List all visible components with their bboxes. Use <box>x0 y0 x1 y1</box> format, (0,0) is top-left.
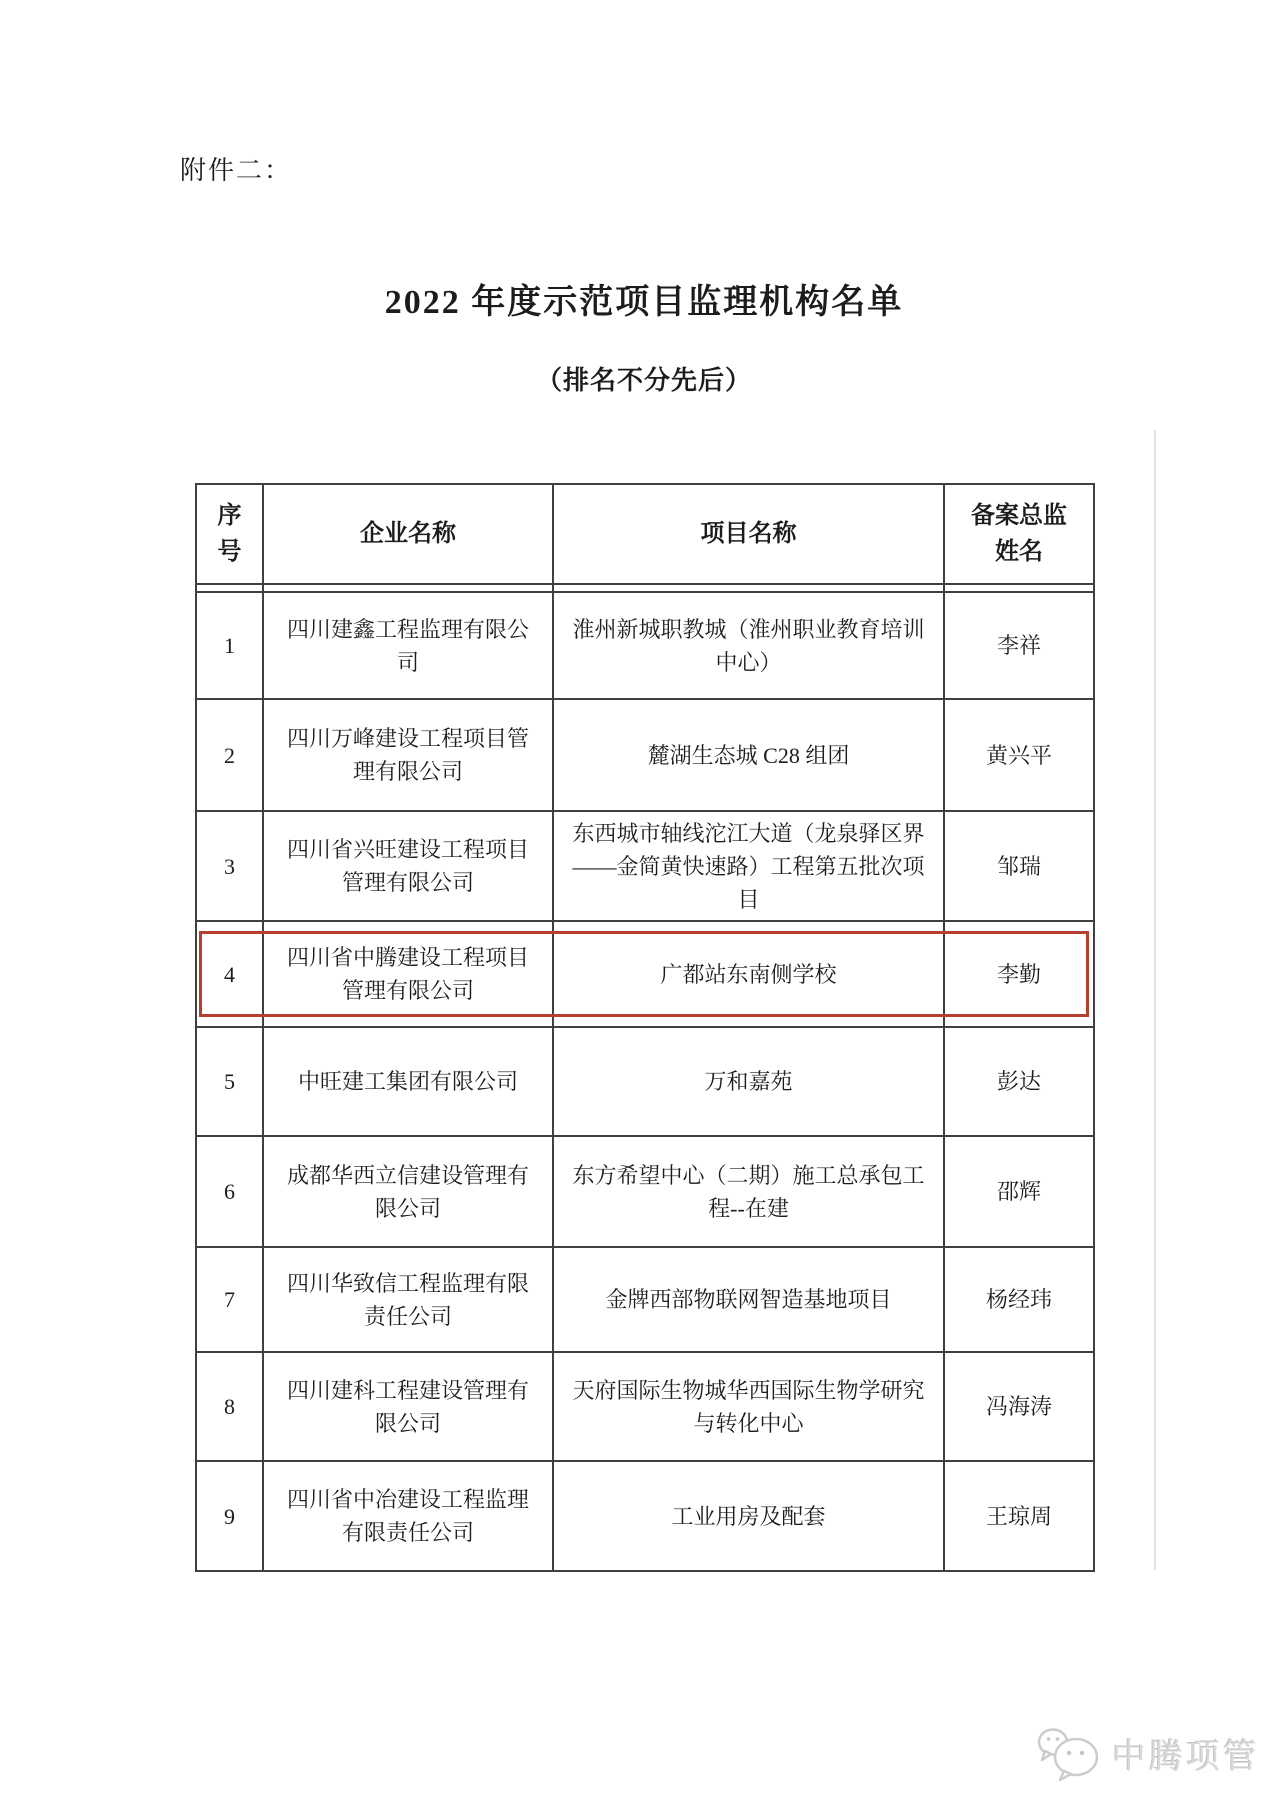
watermark-text: 中腾项管 <box>1112 1737 1260 1776</box>
table-row <box>196 699 1094 811</box>
cell-supervisor: 李勤 <box>944 921 1094 1027</box>
cell-no: 7 <box>196 1247 263 1352</box>
cell-project: 金牌西部物联网智造基地项目 <box>553 1247 944 1352</box>
header-no: 序 号 <box>196 484 263 584</box>
cell-supervisor: 邵辉 <box>944 1136 1094 1247</box>
cell-no: 4 <box>196 921 263 1027</box>
cell-company: 中旺建工集团有限公司 <box>263 1027 553 1136</box>
cell-company: 四川省中腾建设工程项目管理有限公司 <box>263 921 553 1027</box>
cell-no: 6 <box>196 1136 263 1247</box>
table-row <box>196 1136 1094 1247</box>
table-row <box>196 811 1094 921</box>
cell-no: 3 <box>196 811 263 921</box>
header-row <box>196 484 1094 584</box>
scan-artifact-line <box>1154 430 1156 1570</box>
cell-project: 淮州新城职教城（淮州职业教育培训中心） <box>553 592 944 699</box>
table-row <box>196 1247 1094 1352</box>
page-title: 2022 年度示范项目监理机构名单 <box>384 284 904 321</box>
cell-company: 四川建科工程建设管理有限公司 <box>263 1352 553 1461</box>
cell-project: 东方希望中心（二期）施工总承包工程--在建 <box>553 1136 944 1247</box>
supervision-roster-table <box>195 483 1095 1572</box>
cell-no: 1 <box>196 592 263 699</box>
cell-project: 工业用房及配套 <box>553 1461 944 1571</box>
header-separator <box>196 584 1094 592</box>
cell-project: 天府国际生物城华西国际生物学研究与转化中心 <box>553 1352 944 1461</box>
attachment-label: 附件二： <box>180 156 293 185</box>
table-body <box>196 592 1094 1571</box>
cell-project: 东西城市轴线沱江大道（龙泉驿区界——金简黄快速路）工程第五批次项目 <box>553 811 944 921</box>
separator-cell <box>263 584 553 592</box>
separator-cell <box>553 584 944 592</box>
header-project: 项目名称 <box>553 484 944 584</box>
table-row <box>196 1027 1094 1136</box>
separator-cell <box>196 584 263 592</box>
cell-project: 麓湖生态城 C28 组团 <box>553 699 944 811</box>
cell-supervisor: 冯海涛 <box>944 1352 1094 1461</box>
cell-supervisor: 杨经玮 <box>944 1247 1094 1352</box>
cell-no: 5 <box>196 1027 263 1136</box>
wechat-icon <box>1036 1722 1102 1784</box>
cell-company: 四川万峰建设工程项目管理有限公司 <box>263 699 553 811</box>
cell-no: 8 <box>196 1352 263 1461</box>
watermark <box>1036 1722 1260 1784</box>
cell-company: 四川华致信工程监理有限责任公司 <box>263 1247 553 1352</box>
table-row <box>196 1352 1094 1461</box>
cell-company: 四川省兴旺建设工程项目管理有限公司 <box>263 811 553 921</box>
header-company: 企业名称 <box>263 484 553 584</box>
table-row <box>196 1461 1094 1571</box>
cell-supervisor: 邹瑞 <box>944 811 1094 921</box>
cell-project: 万和嘉苑 <box>553 1027 944 1136</box>
separator-cell <box>944 584 1094 592</box>
page-subtitle: （排名不分先后） <box>535 366 752 395</box>
cell-company: 四川省中冶建设工程监理有限责任公司 <box>263 1461 553 1571</box>
cell-no: 9 <box>196 1461 263 1571</box>
cell-project: 广都站东南侧学校 <box>553 921 944 1027</box>
header-supervisor: 备案总监 姓名 <box>944 484 1094 584</box>
cell-company: 四川建鑫工程监理有限公司 <box>263 592 553 699</box>
cell-supervisor: 李祥 <box>944 592 1094 699</box>
cell-company: 成都华西立信建设管理有限公司 <box>263 1136 553 1247</box>
table-row <box>196 592 1094 699</box>
cell-supervisor: 黄兴平 <box>944 699 1094 811</box>
table-row <box>196 921 1094 1027</box>
cell-supervisor: 彭达 <box>944 1027 1094 1136</box>
table-header <box>196 484 1094 592</box>
cell-no: 2 <box>196 699 263 811</box>
cell-supervisor: 王琼周 <box>944 1461 1094 1571</box>
